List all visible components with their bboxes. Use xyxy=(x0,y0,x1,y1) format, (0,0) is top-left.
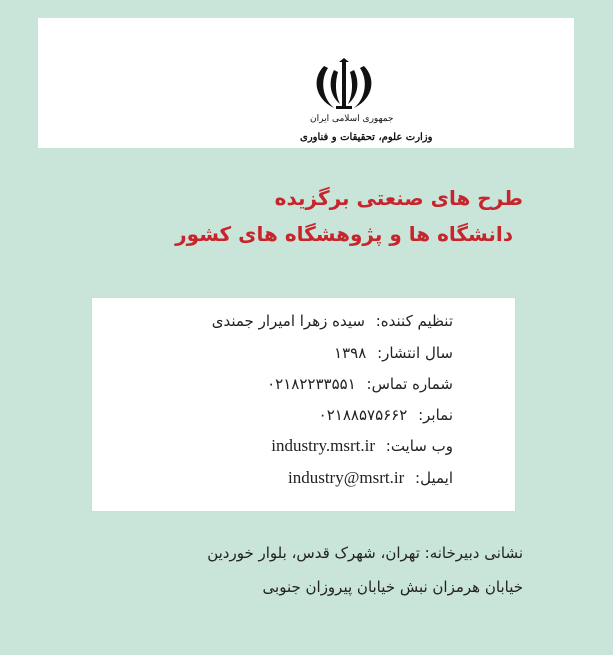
phone-value: ۰۲۱۸۲۲۳۳۵۵۱ xyxy=(267,375,356,393)
website-row xyxy=(271,436,453,456)
ministry-line-1: جمهوری اسلامی ایران xyxy=(310,114,394,124)
fax-row xyxy=(319,406,453,424)
fax-value: ۰۲۱۸۸۵۷۵۶۶۲ xyxy=(318,406,408,424)
compiler-value: سیده زهرا امیرار جمندی xyxy=(211,312,365,330)
year-value: ۱۳۹۸ xyxy=(334,344,367,362)
year-label: سال انتشار: xyxy=(377,344,453,362)
ministry-line-2: وزارت علوم، تحقیقات و فناوری xyxy=(300,132,433,143)
fax-label: نمابر: xyxy=(418,406,453,424)
address-line-1: نشانی دبیرخانه: تهران، شهرک قدس، بلوار خوردین xyxy=(207,544,523,562)
website-link[interactable]: industry.msrt.ir xyxy=(271,436,375,455)
phone-label: شماره تماس: xyxy=(366,375,453,393)
title-line-2: دانشگاه ها و پژوهشگاه های کشور xyxy=(175,222,513,246)
year-row xyxy=(334,344,453,362)
compiler-label: تنظیم کننده: xyxy=(375,312,453,330)
iran-emblem-icon xyxy=(308,58,380,114)
phone-row xyxy=(267,375,453,393)
info-box xyxy=(91,297,516,512)
header-box xyxy=(38,18,574,148)
email-row xyxy=(288,468,453,488)
email-link[interactable]: industry@msrt.ir xyxy=(288,468,405,487)
address-line-2: خیابان هرمزان نبش خیابان پیروزان جنوبی xyxy=(262,578,523,596)
email-label: ایمیل: xyxy=(415,469,453,487)
title-line-1: طرح های صنعتی برگزیده xyxy=(274,186,523,210)
website-label: وب سایت: xyxy=(385,437,453,455)
compiler-row xyxy=(212,312,453,330)
